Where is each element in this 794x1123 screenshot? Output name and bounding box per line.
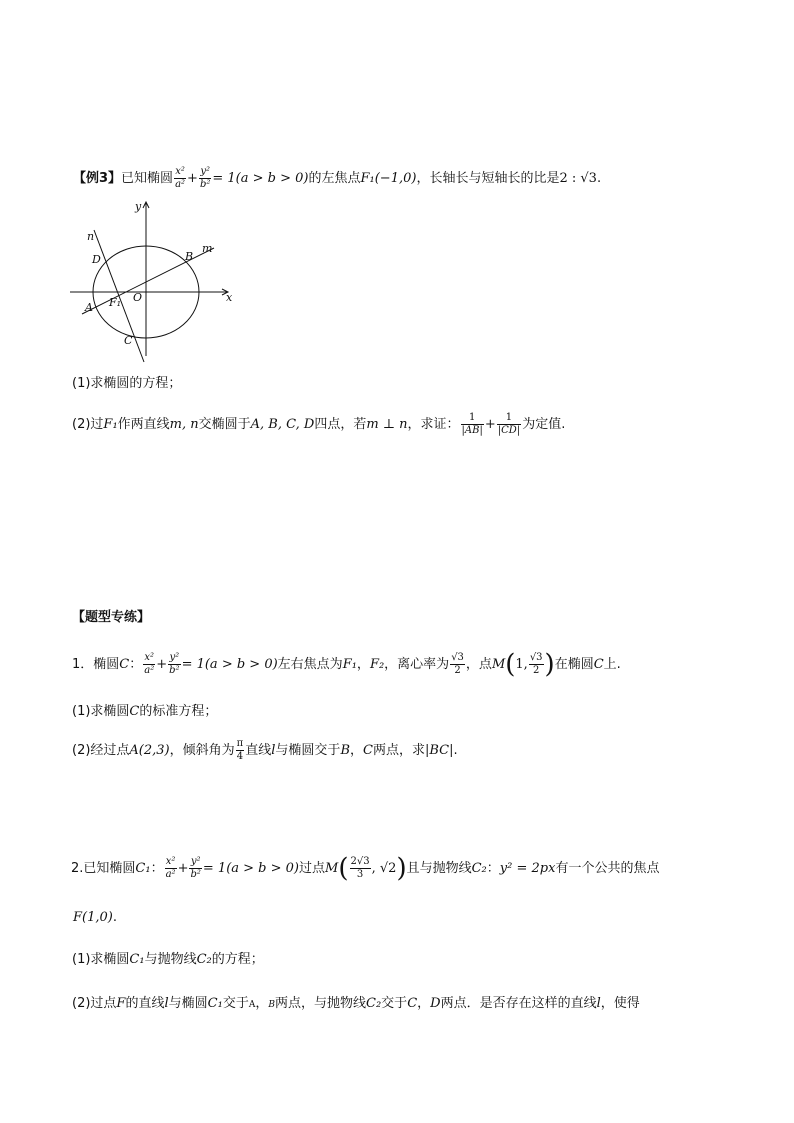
label-F1: F₁ xyxy=(109,296,122,309)
label-x: x xyxy=(226,291,233,304)
label-C: C xyxy=(124,334,133,347)
fraction-ab: $\frac{1}{|AB|}$ xyxy=(461,412,483,436)
label-D: D xyxy=(92,253,101,266)
problem2-focus: F(1,0). xyxy=(73,910,117,925)
angle-pi-4: $\frac{\pi}{4}$ xyxy=(236,738,244,762)
label-y: y xyxy=(135,200,142,213)
label-n: n xyxy=(87,230,95,243)
fraction-y: $\frac{\text{y²}}{\text{b²}}$ xyxy=(199,166,211,190)
eccentricity: $\frac{√3}{2}$ xyxy=(451,652,464,676)
label-O: O xyxy=(133,291,143,304)
label-B: B xyxy=(185,250,194,263)
problem2-q1: (1)求椭圆C₁与抛物线C₂的方程； xyxy=(72,952,264,967)
problem2-q2: (2)过点F的直线l与椭圆C₁交于A，B两点，与抛物线C₂交于C，D两点．是否存在这样的直线l，使得 xyxy=(72,996,640,1011)
example3-q2: (2)过F₁作两直线m, n交椭圆于A, B, C, D四点，若m ⊥ n，求证： $\frac{1}{|AB|}$ + $\frac{1}{|CD|}$ 为定值. xyxy=(72,412,566,436)
problem1-statement: 1．椭圆C： $\frac{\text{x²}}{\text{a²}}$ + $\frac{\text{y²}}{\text{b²}}$ = 1(a > b > 0)左右焦点为F₁，F₂，离心率为 $\frac{√3}{2}$ ，点M(1, $\frac{√3}{2}$ )在椭圆C上. xyxy=(72,649,621,680)
example3-q1: (1)求椭圆的方程； xyxy=(72,376,182,391)
example-label: 【例3】 xyxy=(73,171,122,186)
example3-statement: 【例3】已知椭圆 $\frac{\text{x²}}{\text{a²}}$ + $\frac{\text{y²}}{\text{b²}}$ = 1(a > b > 0)的左焦点F₁(−1,0)，长轴长与短轴长的比是2 : √3. xyxy=(73,166,602,190)
label-m: m xyxy=(202,242,213,255)
fraction-x: $\frac{\text{x²}}{\text{a²}}$ xyxy=(175,166,186,190)
axis-ratio: 2 : √3 xyxy=(559,171,597,186)
problem1-q2: (2)经过点A(2,3)，倾斜角为 $\frac{\pi}{4}$ 直线l与椭圆交于B，C两点，求|BC|. xyxy=(72,738,458,762)
label-A: A xyxy=(85,301,93,314)
line-m xyxy=(82,248,214,314)
ellipse-figure xyxy=(68,196,243,366)
section-title: 【题型专练】 xyxy=(72,610,151,625)
problem2-statement: 2.已知椭圆C₁： $\frac{\text{x²}}{\text{a²}}$ + $\frac{\text{y²}}{\text{b²}}$ = 1(a > b > 0)过点M( $\frac{2√3}{3}$ , √2)且与抛物线C₂：y² = 2px有一个公共的焦点 xyxy=(71,853,660,884)
focus-point: F₁(−1,0) xyxy=(360,171,417,186)
fraction-cd: $\frac{1}{|CD|}$ xyxy=(497,412,521,436)
problem1-q1: (1)求椭圆C的标准方程； xyxy=(72,704,218,719)
